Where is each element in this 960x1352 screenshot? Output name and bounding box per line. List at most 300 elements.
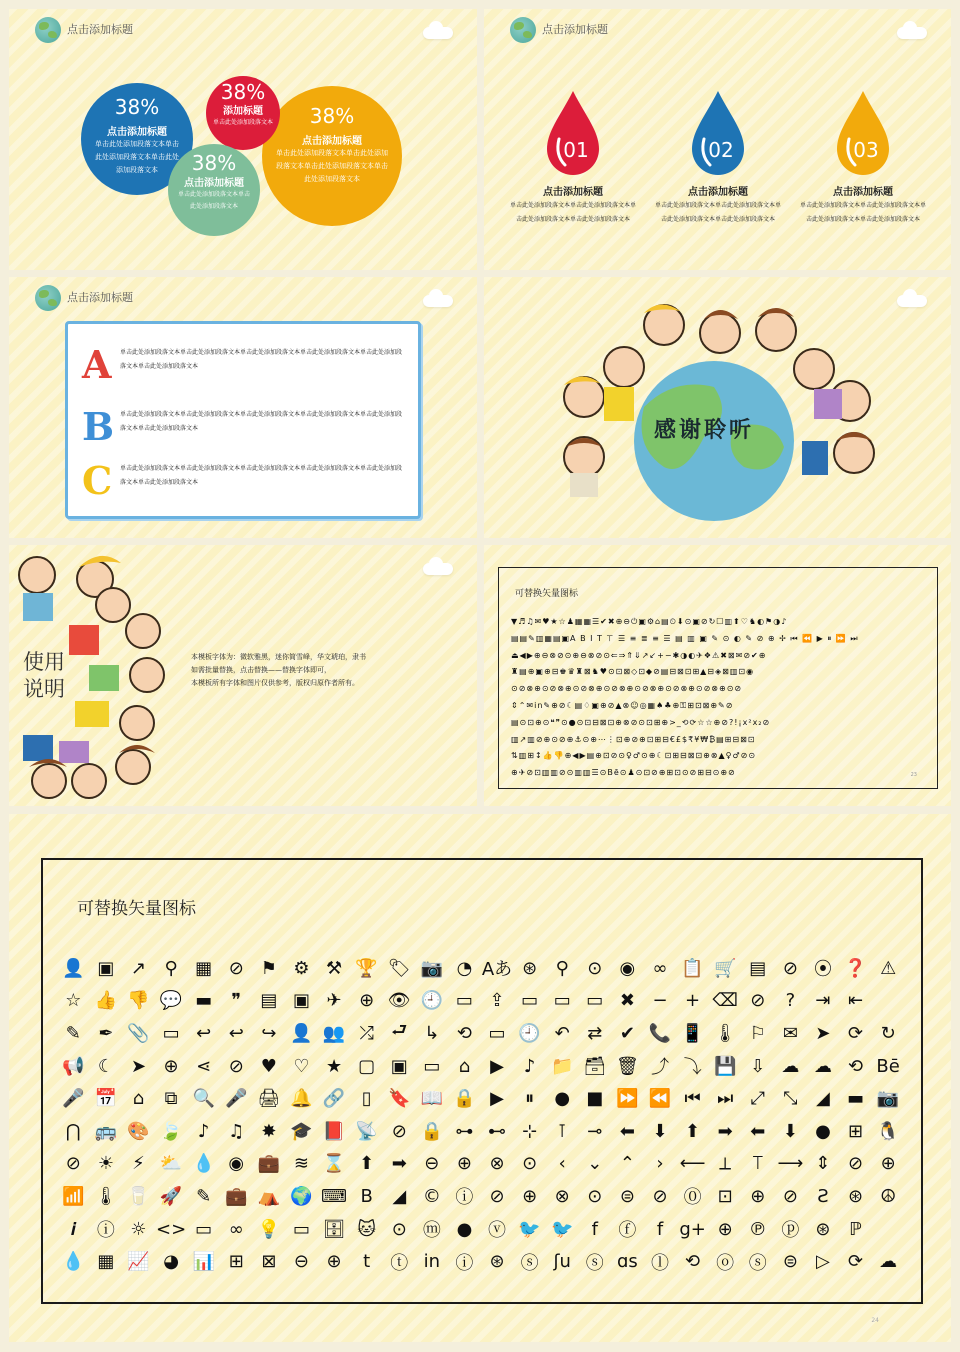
slide-abc-list (9, 277, 477, 538)
vector-icon: ▤ (260, 990, 278, 1012)
vector-icon: ⛅ (159, 1153, 183, 1175)
vector-icon: ⟵ (679, 1153, 706, 1175)
vector-icon: ⊕ (359, 990, 375, 1012)
vector-icon: ⮐ (391, 1020, 408, 1042)
vector-icon: ⏸ (525, 1088, 535, 1110)
vector-icon: 📊 (192, 1251, 215, 1273)
icon-row: ⏏◀▶⊕⊖⊗⊘⊙⊕⊖⊗⊘⊙⇐⇒⇑⇓↗↙+−✱◑◐✈❖⚠✖⊠✉⊘✔⊕ (511, 650, 767, 660)
vector-icon: ▭ (521, 990, 539, 1012)
vector-icon: − (652, 990, 668, 1012)
vector-icon: 🌍 (290, 1185, 313, 1207)
vector-icon: ⇤ (848, 990, 864, 1012)
vector-icon: ▦ (97, 1251, 115, 1273)
vector-icon: ⓥ (488, 1220, 507, 1242)
vector-icon: ⊗ (489, 1153, 505, 1175)
icon-grid (57, 952, 911, 1278)
vector-icon: ✎ (196, 1185, 212, 1207)
vector-icon: ▭ (292, 1218, 310, 1240)
vector-icon: ⏪ (648, 1088, 672, 1110)
vector-icon: ⊛ (489, 1251, 505, 1273)
vector-icon: ⊛ (815, 1218, 831, 1240)
vector-icon: 🚌 (94, 1120, 118, 1142)
vector-icon: 🖨 (257, 1088, 281, 1110)
vector-icon: 🔖 (388, 1088, 411, 1110)
globe-icon (35, 285, 61, 311)
item-text: 单击此处添加段落文本单击此处添加段落文本单击此处添加段落文本单击此处添加段落文本单击此处添加段落文本单击此处添加段落文本 (120, 411, 403, 432)
vector-icon: ▭ (162, 1022, 180, 1044)
vector-icon: f (591, 1218, 598, 1240)
vector-icon: ⊘ (782, 1185, 798, 1207)
drop-heading: 点击添加标题 (833, 187, 893, 198)
vector-icon: ♪ (197, 1120, 210, 1142)
vector-icon: ➡ (391, 1153, 407, 1175)
vector-icon: 🔗 (322, 1088, 346, 1110)
vector-icon: ● (456, 1218, 473, 1240)
vector-icon: ⓜ (422, 1220, 441, 1242)
vector-icon: 👤 (290, 1022, 313, 1044)
vector-icon: ▭ (488, 1022, 506, 1044)
vector-icon: f (656, 1218, 664, 1240)
vector-icon: ⌂ (132, 1088, 145, 1110)
vector-icon: ⊙ (522, 1153, 538, 1175)
vector-icon: 👎 (127, 990, 150, 1012)
vector-icon: ⊕ (880, 1153, 896, 1175)
slide-icons-small (484, 545, 951, 806)
vector-icon: ● (815, 1120, 831, 1142)
list-item (68, 404, 418, 454)
vector-icon: ↳ (424, 1022, 440, 1044)
slide-title: 点击添加标题 (67, 291, 133, 304)
vector-icon: ▣ (292, 990, 310, 1012)
vector-icon: 🌡 (713, 1022, 737, 1044)
vector-icon: ▭ (423, 1055, 441, 1077)
slide-title: 点击添加标题 (542, 23, 608, 36)
vector-icon: ⊸ (587, 1120, 603, 1142)
vector-icon: ☼ (130, 1218, 147, 1240)
vector-icon: ♥ (260, 1055, 277, 1077)
icon-frame-title: 可替换矢量图标 (77, 899, 196, 919)
vector-icon: ⚲ (164, 957, 178, 979)
vector-icon: ⊹ (522, 1120, 538, 1142)
vector-icon: ⤢ (750, 1088, 765, 1110)
paper-card (65, 321, 421, 519)
percent-label: 38% (309, 104, 355, 128)
vector-icon: ⌛ (322, 1153, 346, 1175)
icon-frame-title: 可替换矢量图标 (515, 589, 579, 599)
vector-icon (872, 1213, 905, 1246)
vector-icon: 🏷 (387, 957, 411, 979)
cloud-icon (423, 563, 453, 575)
vector-icon: 📡 (355, 1120, 378, 1142)
vector-icon: ⦿ (813, 959, 832, 981)
vector-icon: 🕘 (518, 1022, 541, 1044)
vector-icon: + (685, 990, 701, 1012)
vector-icon: 𝒊 (70, 1218, 76, 1240)
vector-icon: 🐦 (550, 1218, 574, 1240)
vector-icon: g+ (679, 1218, 706, 1240)
vector-icon: Bē (876, 1055, 900, 1077)
slide-percent-circles (9, 9, 477, 270)
vector-icon: ⬅ (619, 1120, 635, 1142)
vector-icon: ❞ (231, 990, 242, 1012)
usage-line: 本模板所有字体和图片仅供参考，版权归原作者所有。 (191, 679, 359, 687)
vector-icon: ▣ (97, 957, 115, 979)
slide-thanks (484, 277, 951, 538)
vector-icon: ⬇ (652, 1120, 668, 1142)
page-number: 23 (910, 772, 917, 778)
vector-icon: ▶ (490, 1088, 504, 1110)
vector-icon: ➤ (815, 1022, 831, 1044)
vector-icon: ★ (325, 1055, 343, 1077)
vector-icon: 🔒 (420, 1120, 444, 1142)
vector-icon: ● (554, 1088, 571, 1110)
vector-icon: ⊙ (587, 957, 603, 979)
vector-icon: Ƨ (817, 1185, 829, 1207)
vector-icon: ⟶ (777, 1153, 804, 1175)
vector-icon: ⬆ (685, 1120, 701, 1142)
vector-icon: ⓘ (96, 1220, 115, 1242)
icon-row: ⇕⌃✉in✎⊕⊘☾▤♢▣⊕⊘▲⊗☺◎▦♠♣⊕⚿⊞⊡⊠⊕✎⊘ (511, 700, 734, 710)
vector-icon: 🐱 (357, 1218, 377, 1240)
vector-icon: 💼 (257, 1153, 281, 1175)
vector-icon: ⊜ (619, 1185, 635, 1207)
vector-icon: ✎ (65, 1022, 81, 1044)
vector-icon: 🚀 (159, 1185, 183, 1207)
vector-icon: ☾ (97, 1055, 114, 1077)
vector-icon: ℙ (849, 1218, 862, 1240)
vector-icon: ⚙ (293, 957, 310, 979)
vector-icon: ▢ (358, 1055, 376, 1077)
vector-icon: ▦ (195, 957, 213, 979)
vector-icon: 🕘 (420, 990, 444, 1012)
vector-icon: ▬ (195, 990, 213, 1012)
vector-icon: ☆ (65, 990, 82, 1012)
vector-icon: ⓢ (748, 1252, 767, 1274)
vector-icon: ♫ (228, 1120, 245, 1142)
vector-icon: ☁ (781, 1055, 800, 1077)
vector-icon: ▤ (749, 957, 767, 979)
cloud-icon (423, 27, 453, 39)
vector-icon: ⓞ (716, 1252, 735, 1274)
item-text: 单击此处添加段落文本单击此处添加段落文本单击此处添加段落文本单击此处添加段落文本单击此处添加段落文本单击此处添加段落文本 (120, 465, 403, 486)
vector-icon: 👥 (322, 1022, 346, 1044)
vector-icon: ɑs (616, 1251, 638, 1273)
list-item (68, 342, 418, 392)
vector-icon: ⇕ (815, 1153, 831, 1175)
vector-icon: 🌡 (94, 1185, 118, 1207)
vector-icon: 📞 (648, 1022, 672, 1044)
vector-icon: ↪ (261, 1022, 277, 1044)
percent-label: 38% (114, 95, 160, 119)
vector-icon: ⋖ (196, 1055, 212, 1077)
vector-icon: ⊘ (652, 1185, 668, 1207)
circle-text: 单击此处添加段落文本 (212, 119, 273, 126)
vector-icon: 🎤 (225, 1088, 248, 1110)
icon-row: ♜▤⊕▣⊕⊟♚♛♜⊠♞♥⊙⊡⊠◇⊡◆⊘▤⊟⊠⊡⊞▲⊟◈⊠▥⊡◉ (511, 667, 755, 677)
vector-icon: in (423, 1251, 441, 1273)
vector-icon: › (656, 1153, 664, 1175)
vector-icon: ◢ (392, 1185, 407, 1207)
vector-icon: 📕 (322, 1120, 346, 1142)
vector-icon: 👍 (94, 990, 118, 1012)
vector-icon: <> (155, 1218, 187, 1240)
vector-icon: ⤵ (683, 1057, 702, 1079)
vector-icon: ⊖ (293, 1251, 309, 1273)
vector-icon: ✉ (782, 1022, 798, 1044)
circle-heading: 添加标题 (223, 106, 263, 117)
vector-icon: ⟲ (848, 1055, 864, 1077)
vector-icon: ⌂ (458, 1055, 471, 1077)
vector-icon: 🍃 (159, 1120, 183, 1142)
usage-notes (191, 651, 451, 690)
vector-icon: 📅 (94, 1088, 118, 1110)
vector-icon: ↶ (554, 1022, 570, 1044)
vector-icon: 💧 (62, 1251, 85, 1273)
vector-icon: ⊶ (455, 1120, 474, 1142)
drop-number: 03 (853, 138, 879, 162)
vector-icon: Aあ (481, 959, 513, 981)
vector-icon: ⌄ (587, 1153, 603, 1175)
usage-title: 使用说明 (23, 650, 65, 701)
vector-icon: 📱 (681, 1022, 704, 1044)
vector-icon: ⚠ (880, 957, 897, 979)
vector-icon: 📈 (127, 1251, 150, 1273)
drop-text: 单击此处添加段落文本单击此处添加段落文本单击此处添加段落文本单击此处添加段落文本 (509, 202, 636, 223)
vector-icon: ⌃ (619, 1153, 635, 1175)
vector-icon: ⊘ (391, 1120, 407, 1142)
vector-icon: ▣ (390, 1055, 408, 1077)
vector-icon: ◔ (456, 957, 473, 979)
kids-globe-illustration (484, 277, 951, 538)
icon-row: ⊙⊘⊗⊕⊙⊘⊗⊕⊙⊘⊗⊕⊙⊘⊗⊕⊙⊘⊗⊕⊙⊘⊗⊕⊙⊘⊗⊕⊙⊘ (511, 684, 743, 694)
vector-icon: 🎨 (127, 1120, 150, 1142)
icon-frame (41, 858, 923, 1304)
vector-icon: ☮ (880, 1185, 897, 1207)
vector-icon: B (360, 1185, 373, 1207)
icon-row: ▤⊙⊡⊕⊙❝❞⊙●⊙⊡⊟⊠⊡⊕⊗⊘⊙⊡⊞⊕>_⟲⟳☆☆⊕⊘?!¡x²x₂⊘ (511, 717, 771, 727)
vector-icon: ⊙ (391, 1218, 407, 1240)
vector-icon: 💼 (225, 1185, 248, 1207)
vector-icon: ◉ (619, 957, 636, 979)
vector-icon: ↻ (880, 1022, 896, 1044)
vector-icon: ‹ (558, 1153, 566, 1175)
vector-icon: ⚲ (555, 957, 569, 979)
vector-icon: ⊜ (782, 1251, 798, 1273)
percent-label: 38% (220, 80, 266, 104)
vector-icon: ✸ (261, 1120, 277, 1142)
vector-icon: ∞ (228, 1218, 244, 1240)
vector-icon: ⇄ (587, 1022, 603, 1044)
vector-icon: 🐦 (518, 1218, 541, 1240)
vector-icon: 📋 (681, 957, 704, 979)
vector-icon: ⌫ (712, 990, 738, 1012)
vector-icon: ⚑ (260, 957, 277, 979)
vector-icon: 🗑 (615, 1055, 639, 1077)
vector-icon: 🔒 (453, 1088, 476, 1110)
letter-c: C (82, 458, 113, 503)
vector-icon: ⤡ (783, 1088, 798, 1110)
vector-icon: ⊕ (750, 1185, 766, 1207)
vector-icon: ⊘ (65, 1153, 81, 1175)
vector-icon: ⬆ (359, 1153, 375, 1175)
vector-icon: 🏆 (355, 957, 378, 979)
vector-icon: ⊗ (554, 1185, 570, 1207)
vector-icon: ⚡ (132, 1153, 145, 1175)
vector-icon: ʃu (553, 1251, 571, 1273)
vector-icon: ▶ (490, 1055, 504, 1077)
vector-icon: ⊘ (750, 990, 766, 1012)
letter-a: A (82, 342, 112, 387)
vector-icon: ◢ (816, 1088, 830, 1110)
vector-icon: ⇥ (815, 990, 831, 1012)
vector-icon: ⟲ (456, 1022, 472, 1044)
vector-icon: ⬅ (750, 1120, 766, 1142)
usage-line: 本模板字体为：微软雅黑，迷你简雪峰，华文琥珀，隶书 (191, 653, 366, 661)
cloud-icon (423, 295, 453, 307)
vector-icon: ⟳ (848, 1251, 864, 1273)
vector-icon: ⓢ (585, 1252, 604, 1274)
slide-drops (484, 9, 951, 270)
vector-icon: ☁ (813, 1055, 832, 1077)
vector-icon: ⊛ (522, 957, 538, 979)
vector-icon: ≋ (293, 1153, 309, 1175)
stat-circle-yellow (262, 86, 402, 226)
vector-icon: ⊘ (782, 957, 798, 979)
vector-icon: ⊡ (717, 1185, 733, 1207)
vector-icon: ⊖ (424, 1153, 440, 1175)
circle-heading: 点击添加标题 (302, 136, 362, 147)
vector-icon: 📖 (420, 1088, 444, 1110)
drop-number: 01 (563, 138, 589, 162)
circle-text: 单击此处添加段落文本单击此处添加段落文本单击此处添加段落文本单击此处添加段落文本 (276, 149, 388, 183)
circle-heading: 点击添加标题 (107, 127, 167, 138)
usage-line: 如需批量替换，点击替换——替换字体即可， (191, 666, 331, 674)
vector-icon: 📁 (550, 1055, 574, 1077)
vector-icon: ⊘ (489, 1185, 505, 1207)
drop-icon (543, 89, 603, 181)
letter-b: B (82, 404, 115, 449)
circle-text: 单击此处添加段落文本单击此处添加段落文本单击此处添加段落文本 (95, 140, 179, 174)
vector-icon: ♪ (523, 1055, 536, 1077)
vector-icon: ✒ (98, 1022, 114, 1044)
drop-heading: 点击添加标题 (543, 187, 603, 198)
vector-icon: 📷 (420, 957, 444, 979)
vector-icon: ☁ (879, 1251, 898, 1273)
vector-icon: ↩ (228, 1022, 244, 1044)
icon-row: ⇅▥⊞↕👍👎⊕◀▶▤⊕⊡⊘⊙♀♂⊙⊕☾⊡⊞⊟⊠⊡⊕⊗▲♀♂⊘⊙ (511, 751, 757, 761)
vector-icon: ⓟ (781, 1220, 800, 1242)
vector-icon: ↗ (130, 957, 147, 979)
vector-icon: ↩ (196, 1022, 212, 1044)
vector-icon: ⓣ (390, 1252, 409, 1274)
globe-icon (35, 17, 61, 43)
drop-text: 单击此处添加段落文本单击此处添加段落文本单击此处添加段落文本单击此处添加段落文本 (799, 202, 926, 223)
vector-icon: 🗄 (322, 1218, 346, 1240)
vector-icon: ⊙ (587, 1185, 603, 1207)
slide-icons-large (9, 814, 951, 1342)
cloud-icon (897, 27, 927, 39)
vector-icon: ⊞ (228, 1251, 244, 1273)
vector-icon: ☀ (97, 1153, 114, 1175)
stat-circle-red (206, 76, 280, 150)
vector-icon: ∞ (652, 957, 668, 979)
vector-icon: 🎤 (62, 1088, 85, 1110)
vector-icon: 💡 (257, 1218, 281, 1240)
vector-icon: ⛺ (257, 1185, 281, 1207)
vector-icon: ℗ (748, 1218, 767, 1240)
vector-icon: ⊕ (456, 1153, 472, 1175)
vector-icon: ⊘ (228, 1055, 244, 1077)
icon-row: ▼♬♫✉♥★☆♟▦▦☰✔✖⊕⊖⏻▣⚙⌂▤⏲⬇⊙▣⊘↻☐▥⬆♡♞◐⚑◑♪ (511, 617, 788, 626)
vector-icon: 💾 (713, 1055, 737, 1077)
list-item (68, 458, 418, 508)
vector-icon: ⚒ (325, 957, 343, 979)
drop-heading: 点击添加标题 (688, 187, 748, 198)
vector-icon: ✈ (326, 990, 342, 1012)
vector-icon: 📎 (127, 1022, 150, 1044)
drop-item-3 (798, 89, 928, 227)
vector-icon: ⏮ (684, 1088, 701, 1110)
vector-icon: ⓢ (520, 1252, 539, 1274)
vector-icon: ▭ (586, 990, 604, 1012)
vector-icon: 💧 (192, 1153, 215, 1175)
vector-icon: ▭ (195, 1218, 213, 1240)
vector-icon: ⇪ (489, 990, 505, 1012)
vector-icon: 👤 (62, 957, 85, 979)
vector-icon: 🥛 (127, 1185, 150, 1207)
circle-text: 单击此处添加段落文本单击此处添加段落文本 (177, 191, 250, 210)
drop-item-1 (508, 89, 638, 227)
vector-icon: ❓ (844, 957, 867, 979)
vector-icon: ⟙ (752, 1153, 764, 1175)
vector-icon: 📢 (62, 1055, 85, 1077)
vector-icon: 💬 (159, 990, 183, 1012)
vector-icon: ⚐ (749, 1022, 766, 1044)
vector-icon: ⬇ (782, 1120, 798, 1142)
globe-icon (510, 17, 536, 43)
vector-icon (872, 985, 905, 1018)
vector-icon: ⟳ (848, 1022, 864, 1044)
vector-icon: ⇩ (750, 1055, 766, 1077)
vector-icon: ⌨ (321, 1185, 348, 1207)
icon-row: ⊕✈⊘⊡▥▥⊘⊙▥▥☰⊙Bē⊙♟⊙⊡⊘⊕⊞⊡⊙⊘⊞⊟⊙⊕⊘ (511, 768, 736, 778)
vector-icon: ⓘ (455, 1187, 474, 1209)
drop-icon (688, 89, 748, 181)
vector-icon: 🗃 (583, 1055, 607, 1077)
percent-label: 38% (191, 151, 237, 175)
drop-text: 单击此处添加段落文本单击此处添加段落文本单击此处添加段落文本单击此处添加段落文本 (654, 202, 781, 223)
thanks-text: 感谢聆听 (654, 417, 755, 443)
vector-icon: ◉ (228, 1153, 245, 1175)
vector-icon: ⊷ (488, 1120, 507, 1142)
vector-icon: ▬ (847, 1088, 865, 1110)
vector-icon: ⓛ (650, 1252, 669, 1274)
vector-icon: ⤴ (650, 1057, 669, 1079)
drop-item-2 (653, 89, 783, 227)
vector-icon: ■ (586, 1088, 604, 1110)
vector-icon: t (363, 1251, 371, 1273)
mini-icon-grid (511, 614, 929, 782)
vector-icon: ⓕ (618, 1220, 637, 1242)
vector-icon: © (422, 1185, 441, 1207)
vector-icon: ▭ (455, 990, 473, 1012)
vector-icon: ▭ (553, 990, 571, 1012)
slide-title: 点击添加标题 (67, 23, 133, 36)
vector-icon: ? (785, 990, 796, 1012)
vector-icon: ⊺ (557, 1120, 567, 1142)
vector-icon: 🔔 (290, 1088, 313, 1110)
vector-icon: ➡ (717, 1120, 733, 1142)
